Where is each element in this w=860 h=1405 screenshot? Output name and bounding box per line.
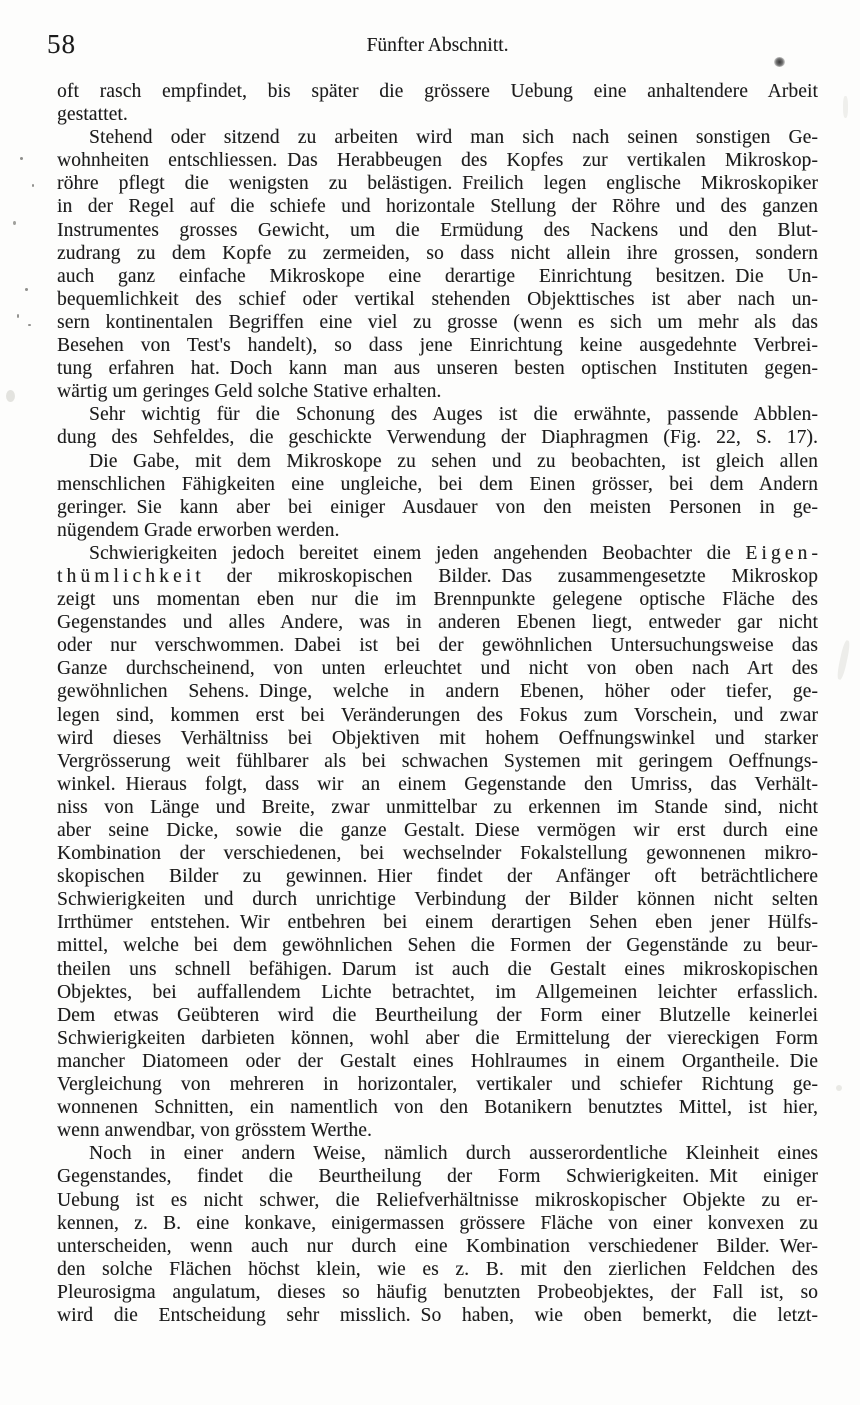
text-line: zeigt uns momentan eben nur die im Brennpunkte gelegene optische Fläche des (57, 589, 818, 611)
text-line: oder nur verschwommen. Dabei ist bei der gewöhnlichen Untersuchungsweise das (57, 635, 818, 657)
scan-speck (32, 184, 34, 187)
scan-speck (836, 1085, 842, 1091)
text-line: kennen, z. B. eine konkave, einigermassen grössere Fläche von einer konvexen zu (57, 1212, 818, 1234)
text-line: röhre pflegt die wenigsten zu belästigen. Freilich legen englische Mikroskopiker (57, 173, 818, 195)
text-line: nügendem Grade erworben werden. (57, 519, 340, 541)
text-line: den solche Flächen höchst klein, wie es z. B. mit den zierlichen Feldchen des (57, 1258, 818, 1280)
text-line: Sehr wichtig für die Schonung des Auges ist die erwähnte, passende Abblen- (89, 404, 818, 426)
text-line: zudrang zu dem Kopfe zu zermeiden, so dass nicht allein ihre grossen, sondern (57, 242, 818, 264)
paragraph (57, 126, 818, 403)
text-line: theilen uns schnell befähigen. Darum ist auch die Gestalt eines mikroskopischen (57, 958, 818, 980)
text-line: Vergrösserung weit fühlbarer als bei schwachen Systemen mit geringem Oeffnungs- (57, 750, 818, 772)
text-line: Vergleichung von mehreren in horizontaler, vertikaler und schiefer Richtung ge- (57, 1074, 818, 1096)
text-line: wenn anwendbar, von grösstem Werthe. (57, 1120, 372, 1142)
text-line: wird dieses Verhältniss bei Objektiven mit hohem Oeffnungswinkel und starker (57, 727, 818, 749)
text-line: Besehen von Test's handelt), so dass jene Einrichtung keine ausgedehnte Verbrei- (57, 335, 818, 357)
text-line: mancher Diatomeen oder der Gestalt eines Hohlraumes in einem Organtheile. Die (57, 1050, 818, 1072)
scan-speck (28, 324, 31, 326)
text-line: Kombination der verschiedenen, bei wechselnder Fokalstellung gewonnenen mikro- (57, 843, 818, 865)
text-line: Objektes, bei auffallendem Lichte betrachtet, im Allgemeinen leichter erfasslich. (57, 981, 818, 1003)
scan-speck (17, 314, 19, 318)
text-line: wird die Entscheidung sehr misslich. So haben, wie oben bemerkt, die letzt- (57, 1304, 818, 1326)
scan-speck (13, 221, 16, 225)
ink-spot (774, 57, 785, 67)
text-line: geringer. Sie kann aber bei einiger Ausdauer von den meisten Personen in ge- (57, 496, 818, 518)
scan-speck (25, 288, 28, 291)
text-line: mittel, welche bei dem gewöhnlichen Sehen die Formen der Gegenstände zu beur- (57, 935, 818, 957)
text-line: in der Regel auf die schiefe und horizontale Stellung der Röhre und des ganzen (57, 196, 818, 218)
text-line: wohnheiten entschliessen. Das Herabbeugen des Kopfes zur vertikalen Mikroskop- (57, 150, 818, 172)
text-line: skopischen Bilder zu gewinnen. Hier findet der Anfänger oft beträchtlichere (57, 866, 818, 888)
text-line: winkel. Hieraus folgt, dass wir an einem Gegenstande den Umriss, das Verhält- (57, 773, 818, 795)
text-line: Irrthümer entstehen. Wir entbehren bei einem derartigen Sehen eben jener Hülfs- (57, 912, 818, 934)
text-line: gestattet. (57, 104, 128, 126)
text-line: menschlichen Fähigkeiten eine ungleiche, bei dem Einen grösser, bei dem Andern (57, 473, 818, 495)
text-line: Gegenstandes, findet die Beurtheilung der Form Schwierigkeiten. Mit einiger (57, 1166, 818, 1188)
text-line: tung erfahren hat. Doch kann man aus unseren besten optischen Instituten gegen- (57, 358, 818, 380)
text-line: Stehend oder sitzend zu arbeiten wird man sich nach seinen sonstigen Ge- (89, 127, 818, 149)
text-line: Pleurosigma angulatum, dieses so häufig benutzten Probeobjektes, der Fall ist, so (57, 1281, 818, 1303)
text-line: oft rasch empfindet, bis später die grössere Uebung eine anhaltendere Arbeit (57, 81, 818, 102)
paragraph (57, 403, 818, 449)
text-line: wonnenen Schnitten, ein namentlich von den Botanikern benutztes Mittel, ist hier, (57, 1097, 818, 1119)
text-line: bequemlichkeit des schief oder vertikal stehenden Objekttisches ist aber nach un- (57, 288, 818, 310)
scan-speck (6, 390, 15, 402)
text-line: Schwierigkeiten jedoch bereitet einem jeden angehenden Beobachter die E i g e n - (89, 542, 818, 564)
text-line: unterscheiden, wenn auch nur durch eine Kombination verschiedener Bilder. Wer- (57, 1235, 818, 1257)
scan-speck (20, 157, 23, 160)
text-line: Dem etwas Geübteren wird die Beurtheilung der Form einer Blutzelle keinerlei (57, 1004, 818, 1026)
paragraph (57, 80, 818, 126)
text-line: aber seine Dicke, sowie die ganze Gestalt. Diese vermögen wir erst durch eine (57, 820, 818, 841)
text-line: Die Gabe, mit dem Mikroskope zu sehen und zu beobachten, ist gleich allen (89, 450, 818, 472)
scan-speck (843, 96, 848, 118)
text-line: Uebung ist es nicht schwer, die Reliefverhältnisse mikroskopischer Objekte zu er- (57, 1189, 818, 1211)
running-title: Fünfter Abschnitt. (366, 35, 509, 56)
scan-speck (836, 640, 851, 681)
text-line: gewöhnlichen Sehens. Dinge, welche in andern Ebenen, höher oder tiefer, ge- (57, 681, 818, 703)
text-line: Schwierigkeiten und durch unrichtige Verbindung der Bilder können nicht selten (57, 889, 818, 911)
text-line: Instrumentes grosses Gewicht, um die Ermüdung des Nackens und den Blut- (57, 219, 818, 241)
paragraph (57, 542, 818, 1142)
page-number: 58 (47, 29, 76, 59)
text-line: t h ü m l i c h k e i t der mikroskopischen Bilder. Das zusammengesetzte Mikroskop (57, 565, 818, 587)
text-line: Gegenstandes und alles Andere, was in anderen Ebenen liegt, entweder gar nicht (57, 612, 818, 634)
text-line: Schwierigkeiten darbieten können, wohl aber die Ermittelung der viereckigen Form (57, 1027, 818, 1049)
text-line: niss von Länge und Breite, zwar unmittelbar zu erkennen im Stande sind, nicht (57, 796, 818, 818)
text-line: sern kontinentalen Begriffen eine viel zu grosse (wenn es sich um mehr als das (57, 311, 818, 333)
text-line: dung des Sehfeldes, die geschickte Verwendung der Diaphragmen (Fig. 22, S. 17). (57, 427, 818, 449)
page-body (57, 80, 818, 1327)
text-line: Ganze durchscheinend, von unten erleuchtet und nicht von oben nach Art des (57, 658, 818, 680)
text-line: auch ganz einfache Mikroskope eine derartige Einrichtung besitzen. Die Un- (57, 265, 818, 287)
text-line: wärtig um geringes Geld solche Stative erhalten. (57, 381, 442, 403)
paragraph (57, 1142, 818, 1327)
text-line: legen sind, kommen erst bei Veränderungen des Fokus zum Vorschein, und zwar (57, 704, 818, 726)
paragraph (57, 450, 818, 542)
text-line: Noch in einer andern Weise, nämlich durch ausserordentliche Kleinheit eines (89, 1143, 818, 1165)
